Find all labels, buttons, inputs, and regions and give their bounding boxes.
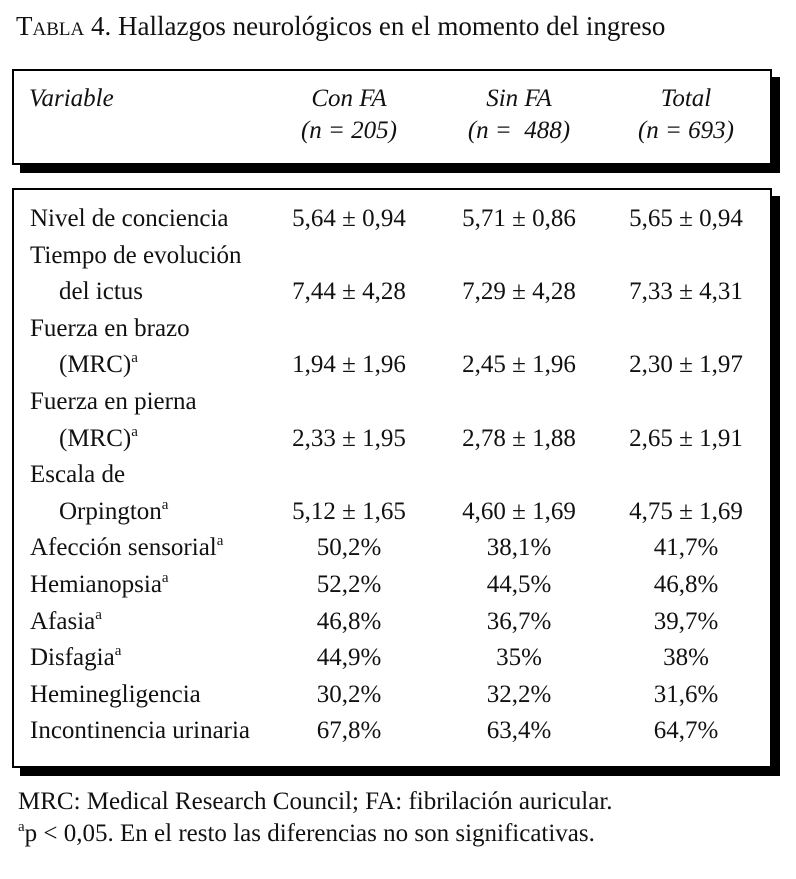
header-sin-fa-n: (n = 488) bbox=[467, 117, 571, 144]
table-notes bbox=[18, 786, 613, 850]
value-sin-fa: 44,5% bbox=[486, 571, 552, 598]
note-significance bbox=[18, 818, 613, 850]
value-total: 2,65 ± 1,91 bbox=[629, 424, 743, 452]
header-sin-fa bbox=[439, 83, 599, 147]
table-row bbox=[14, 201, 770, 238]
table-caption-label: Tabla 4. bbox=[16, 11, 112, 41]
table-row bbox=[14, 238, 770, 275]
value-sin-fa: 32,2% bbox=[486, 680, 552, 708]
row-label-text: Orpington bbox=[59, 497, 162, 525]
value-sin-fa: 5,71 ± 0,86 bbox=[462, 205, 576, 232]
table-row bbox=[14, 713, 770, 750]
table-body bbox=[12, 188, 772, 768]
row-label-text: Afasia bbox=[30, 607, 96, 635]
row-label-text: Fuerza en pierna bbox=[30, 388, 197, 415]
row-label bbox=[30, 567, 169, 604]
header-con-fa bbox=[269, 83, 429, 147]
value-sin-fa: 4,60 ± 1,69 bbox=[462, 497, 576, 525]
row-label bbox=[30, 457, 125, 494]
table-row bbox=[14, 311, 770, 348]
row-label-text: Nivel de conciencia bbox=[30, 205, 229, 232]
value-sin-fa: 2,45 ± 1,96 bbox=[462, 351, 576, 379]
value-total: 5,65 ± 0,94 bbox=[629, 205, 743, 232]
value-sin-fa: 35% bbox=[496, 644, 542, 672]
row-label bbox=[30, 384, 197, 421]
header-sin-fa-name: Sin FA bbox=[486, 85, 552, 112]
value-total: 4,75 ± 1,69 bbox=[629, 497, 743, 525]
footnote-marker: a bbox=[114, 643, 122, 660]
row-label-text: Afección sensorial bbox=[30, 534, 217, 562]
footnote-marker: a bbox=[131, 350, 138, 367]
footnote-marker: a bbox=[95, 606, 102, 623]
row-label-text: Fuerza en brazo bbox=[30, 314, 190, 342]
row-label-text: del ictus bbox=[59, 278, 144, 306]
value-con-fa: 5,12 ± 1,65 bbox=[292, 497, 406, 525]
value-total: 7,33 ± 4,31 bbox=[629, 278, 743, 306]
row-label-text: Heminegligencia bbox=[30, 680, 201, 708]
value-sin-fa: 36,7% bbox=[486, 607, 552, 635]
table-row bbox=[14, 567, 770, 604]
header-total bbox=[606, 83, 766, 147]
table-row bbox=[14, 677, 770, 714]
row-label bbox=[59, 421, 138, 458]
header-total-name: Total bbox=[660, 85, 712, 112]
note-footnote-marker: a bbox=[18, 819, 25, 835]
value-sin-fa: 2,78 ± 1,88 bbox=[462, 424, 576, 452]
row-label bbox=[59, 494, 168, 531]
table-row bbox=[14, 494, 770, 531]
row-label bbox=[30, 530, 223, 567]
value-con-fa: 1,94 ± 1,96 bbox=[292, 351, 406, 379]
row-label-text: Disfagia bbox=[30, 644, 115, 672]
row-label bbox=[59, 347, 138, 384]
value-con-fa: 44,9% bbox=[316, 644, 382, 672]
table-row bbox=[14, 421, 770, 458]
table-row bbox=[14, 274, 770, 311]
table-row bbox=[14, 604, 770, 641]
header-total-n: (n = 693) bbox=[637, 117, 735, 144]
value-total: 31,6% bbox=[653, 680, 719, 708]
table-row bbox=[14, 530, 770, 567]
value-con-fa: 2,33 ± 1,95 bbox=[292, 424, 406, 452]
value-con-fa: 5,64 ± 0,94 bbox=[292, 205, 406, 232]
row-label bbox=[30, 640, 121, 677]
value-con-fa: 52,2% bbox=[316, 571, 382, 598]
value-sin-fa: 63,4% bbox=[486, 717, 552, 745]
note-significance-text: p < 0,05. En el resto las diferencias no son significativas. bbox=[24, 820, 595, 847]
footnote-marker: a bbox=[131, 423, 138, 440]
footnote-marker: a bbox=[161, 496, 169, 513]
table-row bbox=[14, 640, 770, 677]
table-row bbox=[14, 347, 770, 384]
value-total: 46,8% bbox=[653, 571, 719, 598]
table-row bbox=[14, 384, 770, 421]
header-con-fa-n: (n = 205) bbox=[300, 117, 398, 144]
value-total: 41,7% bbox=[653, 534, 719, 562]
value-total: 2,30 ± 1,97 bbox=[629, 351, 743, 379]
note-abbreviations: MRC: Medical Research Council; FA: fibrilación auricular. bbox=[18, 788, 613, 815]
value-con-fa: 46,8% bbox=[316, 607, 382, 635]
row-label-text: (MRC) bbox=[59, 424, 132, 452]
row-label bbox=[30, 713, 250, 750]
header-variable: Variable bbox=[29, 85, 114, 112]
table-header bbox=[12, 69, 772, 165]
row-label-text: Incontinencia urinaria bbox=[30, 717, 251, 745]
table-caption bbox=[16, 6, 665, 46]
value-con-fa: 30,2% bbox=[316, 680, 382, 708]
value-con-fa: 67,8% bbox=[316, 717, 382, 745]
value-sin-fa: 38,1% bbox=[486, 534, 552, 562]
row-label-text: Hemianopsia bbox=[30, 571, 162, 598]
value-total: 39,7% bbox=[653, 607, 719, 635]
value-con-fa: 50,2% bbox=[316, 534, 382, 562]
table-caption-text: Hallazgos neurológicos en el momento del ingreso bbox=[117, 11, 666, 41]
footnote-marker: a bbox=[161, 570, 169, 586]
row-label-text: (MRC) bbox=[59, 351, 132, 379]
row-label bbox=[30, 201, 229, 238]
row-label bbox=[59, 274, 143, 311]
value-con-fa: 7,44 ± 4,28 bbox=[292, 278, 406, 306]
value-total: 64,7% bbox=[653, 717, 719, 745]
row-label-text: Tiempo de evolución bbox=[30, 241, 242, 269]
value-sin-fa: 7,29 ± 4,28 bbox=[462, 278, 576, 306]
row-label-text: Escala de bbox=[30, 461, 126, 489]
row-label bbox=[30, 677, 201, 714]
header-con-fa-name: Con FA bbox=[311, 85, 387, 112]
row-label bbox=[30, 311, 190, 348]
footnote-marker: a bbox=[216, 533, 224, 550]
row-label bbox=[30, 238, 242, 275]
row-label bbox=[30, 604, 102, 641]
table-row bbox=[14, 457, 770, 494]
value-total: 38% bbox=[663, 644, 709, 672]
